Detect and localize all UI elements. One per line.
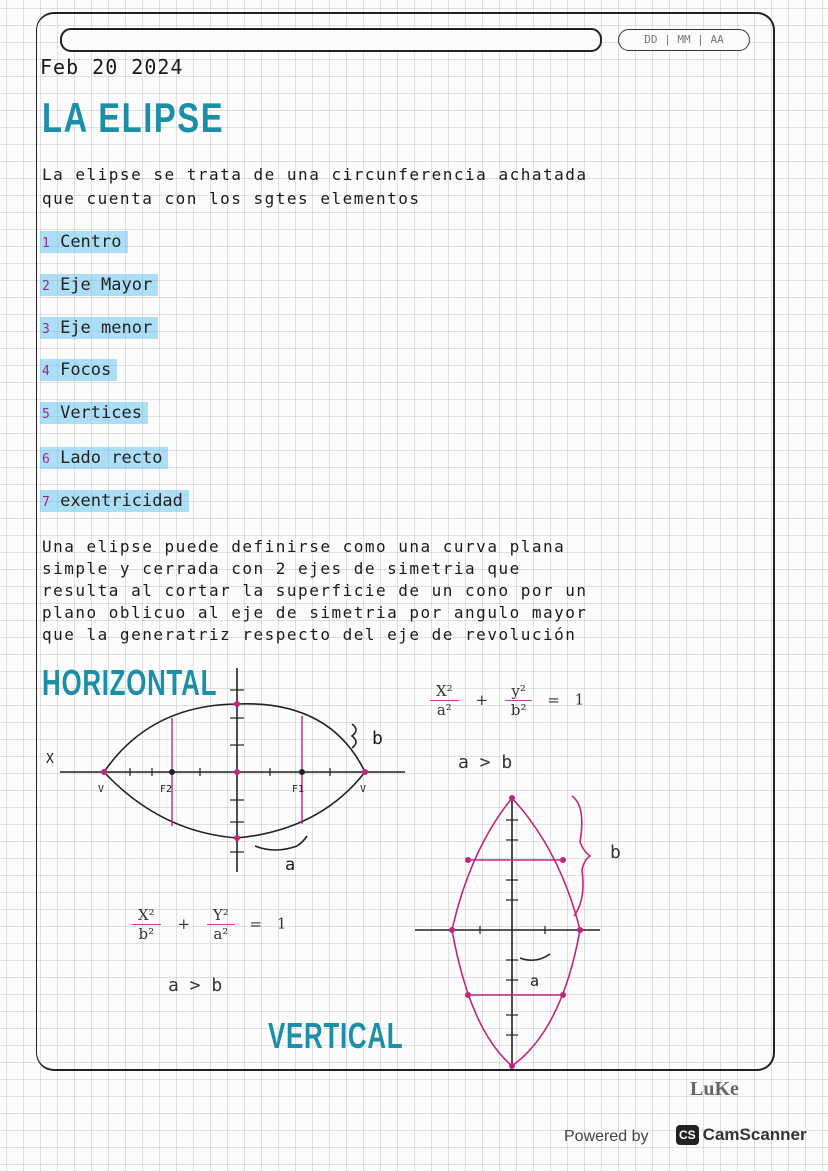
page-title: LA ELIPSE — [42, 94, 225, 141]
element-number: 5 — [42, 407, 50, 422]
definition-line-5: que la generatriz respecto del eje de revolución — [42, 625, 577, 644]
horizontal-heading: HORIZONTAL — [42, 662, 218, 703]
horizontal-diagram — [60, 668, 405, 872]
element-label: Eje menor — [60, 318, 153, 338]
formula-rhs: 1 — [574, 690, 585, 709]
formula-term2-num: Y² — [207, 906, 235, 925]
h-a-label: a — [285, 855, 296, 875]
brand-mark: LuKe — [690, 1078, 739, 1100]
element-number: 4 — [42, 364, 50, 379]
vertical-diagram — [415, 795, 600, 1069]
camscanner-logo — [676, 1124, 814, 1152]
element-number: 3 — [42, 322, 50, 337]
formula-plus: + — [177, 914, 191, 933]
definition-line-3: resulta al cortar la superficie de un cono por un — [42, 581, 588, 600]
h-vertex-right-label: V — [360, 784, 367, 795]
v-b-label: b — [610, 842, 621, 863]
h-a-brace — [255, 836, 307, 850]
intro-line-1: La elipse se trata de una circunferencia achatada — [42, 165, 588, 184]
h-focus2-label: F2 — [160, 784, 173, 795]
formula-term1-num: X² — [430, 682, 459, 701]
element-number: 1 — [42, 236, 50, 251]
date-format-label: DD | MM | AA — [618, 29, 750, 51]
v-a-brace — [520, 954, 550, 960]
formula-term2-den: b² — [510, 701, 527, 719]
h-ellipse-top — [104, 704, 365, 772]
horizontal-condition: a > b — [458, 752, 513, 773]
element-label: Focos — [60, 360, 112, 380]
vertical-formula — [132, 906, 286, 943]
h-focus1-label: F1 — [292, 784, 305, 795]
formula-rhs: 1 — [276, 914, 287, 933]
v-ellipse-left — [452, 798, 512, 1066]
v-ellipse-right — [512, 798, 580, 1066]
definition-line-2: simple y cerrada con 2 ejes de simetria que — [42, 559, 521, 578]
h-axis-x-label: X — [46, 752, 54, 767]
h-b-brace — [352, 724, 356, 748]
note-date: Feb 20 2024 — [40, 55, 184, 79]
formula-term1-den: a² — [436, 701, 452, 719]
h-points — [101, 701, 368, 841]
formula-equals: = — [547, 690, 560, 709]
formula-term2-den: a² — [213, 925, 229, 943]
formula-term1-den: b² — [138, 925, 155, 943]
formula-term2-num: y² — [505, 682, 533, 701]
element-label: Centro — [60, 232, 122, 252]
element-label: Eje Mayor — [60, 275, 153, 295]
element-number: 7 — [42, 495, 50, 510]
element-label: Vertices — [60, 403, 142, 423]
definition-line-4: plano oblicuo al eje de simetria por angulo mayor — [42, 603, 588, 622]
horizontal-formula — [430, 682, 584, 719]
formula-plus: + — [475, 690, 489, 709]
v-a-label: a — [530, 972, 540, 990]
formula-equals: = — [249, 914, 263, 933]
powered-by-text: Powered by — [564, 1128, 649, 1145]
vertical-heading: VERTICAL — [268, 1015, 404, 1056]
formula-term1-num: X² — [132, 906, 161, 925]
v-b-brace — [572, 796, 590, 916]
element-number: 2 — [42, 279, 50, 294]
vertical-condition: a > b — [168, 975, 223, 996]
camscanner-name: CamScanner — [702, 1124, 807, 1144]
element-label: exentricidad — [60, 491, 183, 511]
intro-line-2: que cuenta con los sgtes elementos — [42, 189, 421, 208]
element-number: 6 — [42, 452, 50, 467]
h-ellipse-bottom — [104, 772, 365, 838]
h-vertex-left-label: V — [98, 784, 105, 795]
h-b-label: b — [372, 728, 383, 749]
definition-line-1: Una elipse puede definirse como una curva plana — [42, 537, 566, 556]
v-points — [449, 795, 583, 1069]
camscanner-icon: CS — [676, 1125, 699, 1145]
element-label: Lado recto — [60, 448, 163, 468]
